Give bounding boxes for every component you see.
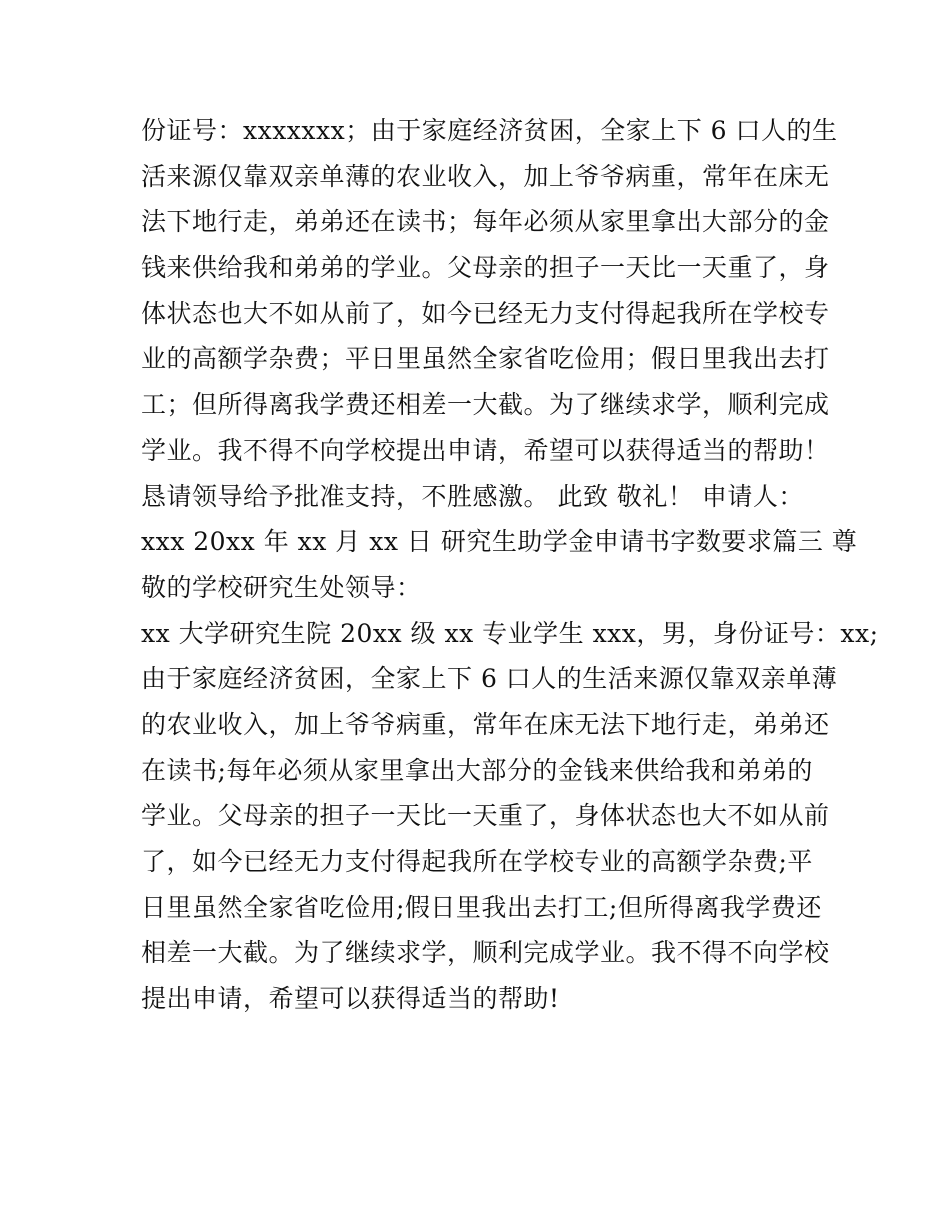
text-line: 工；但所得离我学费还相差一大截。为了继续求学，顺利完成 xyxy=(141,390,830,420)
body-text xyxy=(141,108,879,1022)
text-line: 体状态也大不如从前了，如今已经无力支付得起我所在学校专 xyxy=(141,298,830,328)
text-line: 由于家庭经济贫困，全家上下 6 口人的生活来源仅靠双亲单薄 xyxy=(141,664,838,694)
text-line: 敬的学校研究生处领导： xyxy=(141,572,422,602)
text-line: 了，如今已经无力支付得起我所在学校专业的高额学杂费;平 xyxy=(141,847,813,876)
text-line: xxx 20xx 年 xx 月 xx 日 研究生助学金申请书字数要求篇三 尊 xyxy=(141,527,858,557)
text-line: 相差一大截。为了继续求学，顺利完成学业。我不得不向学校 xyxy=(141,938,830,968)
text-line: 提出申请，希望可以获得适当的帮助! xyxy=(141,984,560,1014)
text-line: 恳请领导给予批准支持，不胜感激。 此致 敬礼！ 申请人： xyxy=(141,481,804,511)
text-line: 学业。我不得不向学校提出申请，希望可以获得适当的帮助！ xyxy=(141,435,830,465)
text-line: 业的高额学杂费；平日里虽然全家省吃俭用；假日里我出去打 xyxy=(141,344,830,374)
text-line: 份证号：xxxxxxx；由于家庭经济贫困，全家上下 6 口人的生 xyxy=(141,116,838,145)
text-line: 法下地行走，弟弟还在读书；每年必须从家里拿出大部分的金 xyxy=(141,207,830,237)
text-line: 学业。父母亲的担子一天比一天重了，身体状态也大不如从前 xyxy=(141,801,830,831)
text-line: 的农业收入，加上爷爷病重，常年在床无法下地行走，弟弟还 xyxy=(141,709,830,739)
text-line: 在读书;每年必须从家里拿出大部分的金钱来供给我和弟弟的 xyxy=(141,755,813,785)
text-line: 钱来供给我和弟弟的学业。父母亲的担子一天比一天重了，身 xyxy=(141,253,830,283)
text-line: xx 大学研究生院 20xx 级 xx 专业学生 xxx，男，身份证号：xx; xyxy=(141,618,879,648)
text-line: 日里虽然全家省吃俭用;假日里我出去打工;但所得离我学费还 xyxy=(141,892,822,922)
text-line: 活来源仅靠双亲单薄的农业收入，加上爷爷病重，常年在床无 xyxy=(141,161,830,191)
